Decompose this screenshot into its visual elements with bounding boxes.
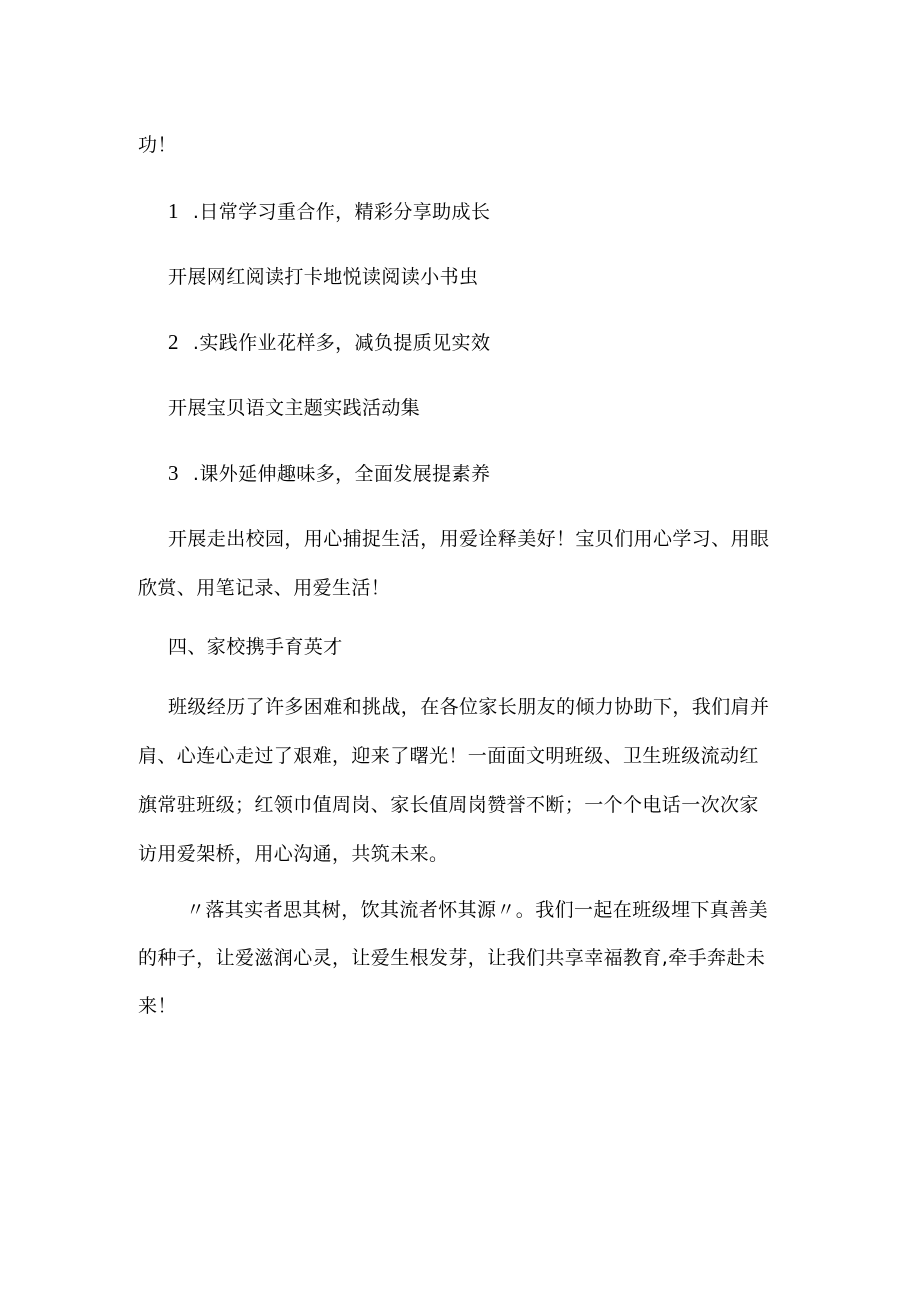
paragraph-line: 〃落其实者思其树，饮其流者怀其源〃。我们一起在班级埋下真善美 (186, 899, 769, 921)
section-heading-1 (168, 198, 818, 225)
heading-number: 3 (168, 461, 179, 485)
heading-text: .实践作业花样多，减负提质见实效 (192, 332, 491, 354)
section-heading-3 (168, 460, 818, 487)
section-heading-4: 四、家校携手育英才 (168, 636, 343, 658)
paragraph-line: 开展网红阅读打卡地悦读阅读小书虫 (168, 266, 479, 288)
paragraph-line: 旗常驻班级；红领巾值周岗、家长值周岗赞誉不断；一个个电话一次次家 (138, 794, 759, 816)
heading-text: .日常学习重合作，精彩分享助成长 (192, 201, 491, 223)
paragraph-line: 班级经历了许多困难和挑战，在各位家长朋友的倾力协助下，我们肩并 (168, 696, 770, 718)
heading-text: .课外延伸趣味多，全面发展提素养 (192, 463, 491, 485)
heading-number: 1 (168, 199, 179, 223)
paragraph-line: 欣赏、用笔记录、用爱生活！ (138, 577, 391, 599)
paragraph-line: 开展走出校园，用心捕捉生活，用爱诠释美好！宝贝们用心学习、用眼 (168, 528, 770, 550)
paragraph-line: 访用爱架桥，用心沟通，共筑未来。 (138, 843, 449, 865)
paragraph-line: 来！ (138, 995, 177, 1017)
paragraph-line: 的种子，让爱滋润心灵，让爱生根发芽，让我们共享幸福教育,牵手奔赴未 (138, 947, 766, 969)
section-heading-2 (168, 329, 818, 356)
paragraph-line: 开展宝贝语文主题实践活动集 (168, 397, 421, 419)
paragraph-line: 功！ (138, 134, 177, 156)
paragraph-line: 肩、心连心走过了艰难，迎来了曙光！一面面文明班级、卫生班级流动红 (138, 745, 759, 767)
heading-number: 2 (168, 330, 179, 354)
